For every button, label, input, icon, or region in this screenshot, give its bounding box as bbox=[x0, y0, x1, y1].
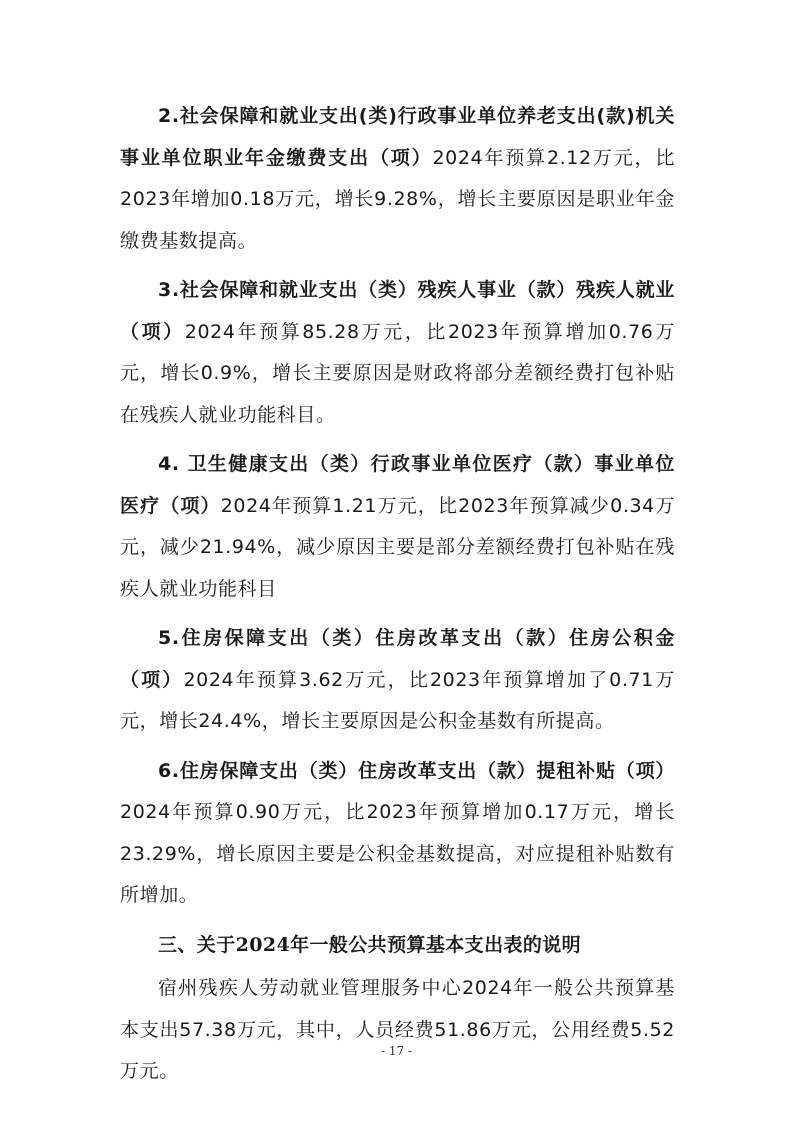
item-heading: 5.住房保障支出（类）住房改革支出（款）住房公积金（项） bbox=[120, 627, 675, 691]
section-body: 宿州残疾人劳动就业管理服务中心2024年一般公共预算基本支出57.38万元，其中，人员经费51.86万元，公用经费5.52万元。 bbox=[120, 977, 675, 1082]
budget-item-6 bbox=[120, 751, 675, 917]
item-body: 2024年预算1.21万元，比2023年预算减少0.34万元，减少21.94%，减少原因主要是部分差额经费打包补贴在残疾人就业功能科目 bbox=[120, 494, 675, 600]
section-heading: 三、关于2024年一般公共预算基本支出表的说明 bbox=[158, 933, 582, 956]
page-content bbox=[120, 96, 675, 1101]
budget-item-4 bbox=[120, 444, 675, 610]
item-heading: 2.社会保障和就业支出(类)行政事业单位养老支出(款)机关事业单位职业年金缴费支出（项） bbox=[120, 105, 675, 169]
item-heading: 3.社会保障和就业支出（类）残疾人事业（款）残疾人就业（项） bbox=[120, 279, 675, 343]
item-body: 2024年预算2.12万元，比2023年增加0.18万元，增长9.28%，增长主要原因是职业年金缴费基数提高。 bbox=[120, 146, 675, 252]
item-heading: 4. 卫生健康支出（类）行政事业单位医疗（款）事业单位医疗（项） bbox=[120, 453, 675, 517]
item-body: 2024年预算3.62万元，比2023年预算增加了0.71万元，增长24.4%，增长主要原因是公积金基数有所提高。 bbox=[120, 668, 675, 732]
item-heading: 6.住房保障支出（类）住房改革支出（款）提租补贴（项） bbox=[158, 759, 675, 782]
budget-item-5 bbox=[120, 618, 675, 743]
page-number: - 17 - bbox=[380, 1044, 412, 1058]
budget-item-2 bbox=[120, 96, 675, 262]
item-body: 2024年预算0.90万元，比2023年预算增加0.17万元，增长23.29%，增长原因主要是公积金基数提高，对应提租补贴数有所增加。 bbox=[120, 801, 675, 906]
item-body: 2024年预算85.28万元，比2023年预算增加0.76万元，增长0.9%，增长主要原因是财政将部分差额经费打包补贴在残疾人就业功能科目。 bbox=[120, 320, 675, 426]
budget-item-3 bbox=[120, 270, 675, 436]
